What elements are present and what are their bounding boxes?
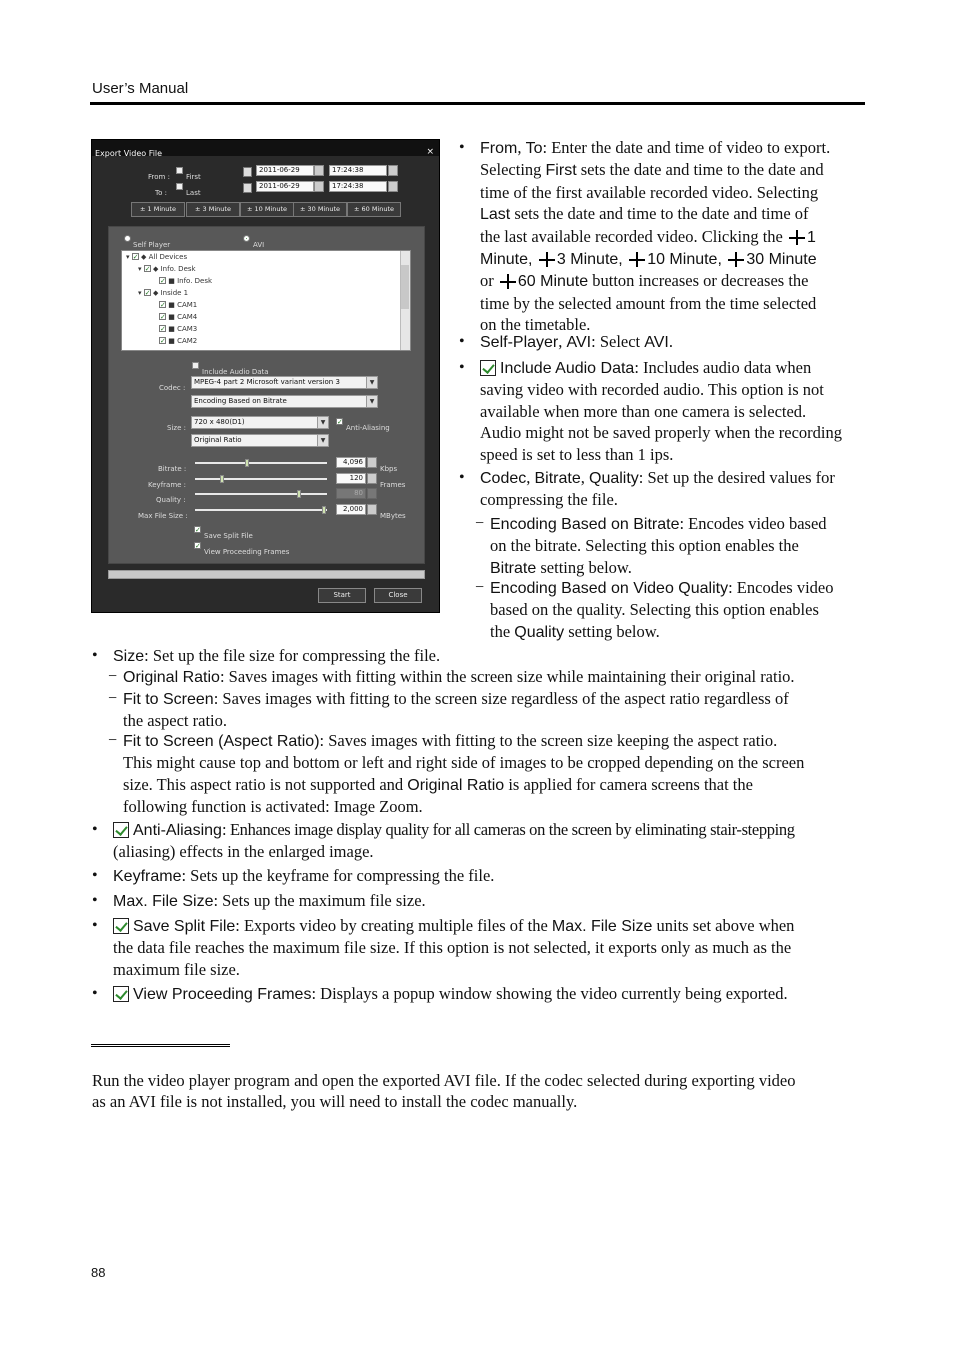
keyframe-field[interactable]: 120 [336, 473, 366, 484]
bullet: • [459, 359, 465, 376]
encoding-quality-description: Encoding Based on Video Quality: Encodes video based on the quality. Selecting this option enables the Quality setting below. [490, 578, 834, 641]
checkbox-icon [480, 360, 496, 376]
page-number: 88 [91, 1265, 106, 1280]
footnote-rule [91, 1044, 230, 1047]
slider-knob[interactable] [322, 506, 326, 514]
plus-minus-10-minute-button[interactable]: ± 10 Minute [240, 202, 294, 217]
dash: − [108, 732, 118, 749]
bitrate-field[interactable]: 4,096 [336, 457, 366, 468]
encoding-dropdown[interactable]: Encoding Based on Bitrate ▼ [191, 395, 378, 408]
codec-dropdown[interactable]: MPEG-4 part 2 Microsoft variant version 3 ▼ [191, 376, 378, 389]
tree-scrollbar[interactable] [400, 251, 410, 350]
from-to-description: From, To: Enter the date and time of video to export. Selecting First sets the date and time to the date and time of the first available recorded video. Selecting Last sets the date and time to the date and time of the last available recorded video. Clicking the 1 Minute, 3 Minute, 10 Minute, 30 Minute or 60 Minute button increases or decreases the time by the selected amount from the time selected on the timetable. [480, 138, 831, 335]
start-button[interactable]: Start [318, 588, 366, 603]
anti-aliasing-checkbox[interactable]: ✓ [337, 418, 343, 426]
size-description: Size: Set up the file size for compressing the file. [113, 646, 441, 665]
chevron-down-icon: ▼ [366, 396, 377, 407]
fit-aspect-description: Fit to Screen (Aspect Ratio): Saves images with fitting to the screen size keeping the aspect ratio. This might cause top and bottom or left and right side of images to be cropped depending on the screen size. This aspect ratio is not supported and Original Ratio is applied for camera screens that the following function is activated: Image Zoom. [123, 731, 805, 817]
self-player-radio[interactable] [124, 235, 131, 242]
page-header-title: User’s Manual [92, 80, 189, 97]
save-split-description: Save Split File: Exports video by creating multiple files of the Max. File Size units set above when the data file reaches the maximum file size. If this option is not selected, it exports only as much as the maximum file size. [113, 916, 795, 979]
size-label: Size : [167, 424, 186, 432]
chevron-down-icon: ▼ [366, 377, 377, 388]
codec-label: Codec : [159, 384, 186, 392]
dialog-title: Export Video File [95, 149, 163, 158]
dialog-titlebar [92, 140, 439, 156]
bullet: • [459, 139, 465, 156]
from-date-field[interactable]: 2011-06-29 [256, 165, 314, 176]
bitrate-unit: Kbps [380, 465, 398, 473]
camera-icon: ■ [168, 313, 175, 321]
anti-aliasing-description: Anti-Aliasing: Enhances image display quality for all cameras on the screen by eliminating stair-stepping (aliasing) effects in the enlarged image. [113, 820, 795, 862]
bitrate-slider[interactable] [195, 462, 327, 464]
export-progress-bar [108, 570, 425, 579]
slider-knob[interactable] [297, 490, 301, 498]
bullet: • [92, 867, 98, 884]
bullet: • [92, 892, 98, 909]
include-audio-description: Include Audio Data: Includes audio data when saving video with recorded audio. This option is not available when more than one camera is selected. Audio might not be saved properly when the recording speed is set to less than 1 ips. [480, 358, 842, 464]
max-file-size-description: Max. File Size: Sets up the maximum file size. [113, 891, 426, 910]
from-time-spinner[interactable] [388, 165, 398, 176]
camera-icon: ■ [168, 325, 175, 333]
tree-item[interactable]: ✓ ■ CAM2 [160, 337, 198, 345]
export-video-dialog [91, 139, 440, 613]
keyframe-slider[interactable] [195, 478, 327, 480]
tree-item[interactable]: ▾ ✓ ◆ Inside 1 [138, 289, 189, 297]
calendar-icon[interactable] [243, 167, 252, 177]
dash: − [475, 579, 485, 596]
include-audio-checkbox[interactable] [192, 362, 199, 369]
save-split-label: Save Split File [204, 532, 253, 540]
ratio-dropdown[interactable]: Original Ratio ▼ [191, 434, 329, 447]
dash: − [475, 515, 485, 532]
checkbox-icon [113, 986, 129, 1002]
slider-knob[interactable] [220, 475, 224, 483]
self-player-label: Self Player [133, 241, 171, 249]
include-audio-label: Include Audio Data [202, 368, 269, 376]
plus-minus-icon [728, 251, 744, 267]
from-date-spinner[interactable] [314, 165, 324, 176]
tree-item[interactable]: ✓ ■ CAM1 [160, 301, 198, 309]
calendar-icon[interactable] [243, 183, 252, 193]
max-file-size-slider[interactable] [195, 509, 327, 511]
last-label: Last [186, 189, 201, 197]
to-label: To : [155, 189, 167, 197]
keyframe-description: Keyframe: Sets up the keyframe for compressing the file. [113, 866, 495, 885]
view-frames-description: View Proceeding Frames: Displays a popup window showing the video currently being exported. [113, 983, 788, 1005]
close-button[interactable]: Close [374, 588, 422, 603]
from-time-field[interactable]: 17:24:38 [329, 165, 387, 176]
bullet: • [92, 821, 98, 838]
site-icon: ◆ [152, 289, 159, 297]
keyframe-label: Keyframe : [148, 481, 187, 489]
bitrate-label: Bitrate : [158, 465, 187, 473]
footnote-text: Run the video player program and open the exported AVI file. If the codec selected during exporting video as an AVI file is not installed, you will need to install the codec manually. [92, 1071, 796, 1112]
tree-item[interactable]: ✓ ■ CAM3 [160, 325, 198, 333]
devices-icon: ◆ [140, 253, 147, 261]
size-dropdown[interactable]: 720 x 480(D1) ▼ [191, 416, 329, 429]
tree-item[interactable]: ▾ ✓ ◆ All Devices [126, 253, 188, 261]
keyframe-unit: Frames [380, 481, 406, 489]
camera-icon: ■ [168, 277, 175, 285]
self-player-description: Self-Player, AVI: Select AVI. [480, 332, 673, 351]
bitrate-spinner[interactable] [367, 457, 377, 468]
dash: − [108, 690, 118, 707]
plus-minus-icon [539, 251, 555, 267]
bullet: • [459, 469, 465, 486]
checkbox-icon [113, 918, 129, 934]
encoding-bitrate-description: Encoding Based on Bitrate: Encodes video based on the bitrate. Selecting this option enables the Bitrate setting below. [490, 514, 827, 577]
bullet: • [92, 917, 98, 934]
view-frames-checkbox[interactable]: ✓ [195, 542, 201, 550]
quality-slider[interactable] [195, 493, 327, 495]
checkbox-icon [113, 822, 129, 838]
original-ratio-description: Original Ratio: Saves images with fitting within the screen size while maintaining their original ratio. [123, 667, 795, 686]
tree-item[interactable]: ▾ ✓ ◆ Info. Desk [138, 265, 196, 273]
codec-description: Codec, Bitrate, Quality: Set up the desired values for compressing the file. [480, 468, 835, 510]
bullet: • [92, 647, 98, 664]
quality-field[interactable]: 80 [336, 488, 366, 499]
bullet: • [459, 333, 465, 350]
plus-minus-icon [789, 229, 805, 245]
plus-minus-30-minute-button[interactable]: ± 30 Minute [293, 202, 347, 217]
anti-aliasing-label: Anti-Aliasing [346, 424, 390, 432]
max-file-size-spinner[interactable] [367, 504, 377, 515]
view-frames-label: View Proceeding Frames [204, 548, 290, 556]
plus-minus-1-minute-button[interactable]: ± 1 Minute [131, 202, 185, 217]
avi-radio[interactable] [243, 235, 250, 242]
save-split-checkbox[interactable]: ✓ [195, 526, 201, 534]
first-checkbox[interactable] [176, 167, 183, 174]
header-rule [90, 102, 865, 105]
to-date-field[interactable]: 2011-06-29 [256, 181, 314, 192]
keyframe-spinner[interactable] [367, 473, 377, 484]
max-file-size-label: Max File Size : [138, 512, 188, 520]
camera-icon: ■ [168, 301, 175, 309]
max-file-size-unit: MBytes [380, 512, 406, 520]
tree-item[interactable]: ✓ ■ CAM4 [160, 313, 198, 321]
max-file-size-field[interactable]: 2,000 [336, 504, 366, 515]
quality-label: Quality : [156, 496, 186, 504]
to-time-field[interactable]: 17:24:38 [329, 181, 387, 192]
close-icon[interactable]: × [426, 147, 434, 157]
plus-minus-icon [500, 273, 516, 289]
fit-screen-description: Fit to Screen: Saves images with fitting to the screen size regardless of the aspect ratio regardless of the aspect ratio. [123, 689, 789, 731]
plus-minus-60-minute-button[interactable]: ± 60 Minute [347, 202, 401, 217]
device-tree[interactable] [121, 250, 411, 351]
from-label: From : [148, 173, 170, 181]
plus-minus-3-minute-button[interactable]: ± 3 Minute [186, 202, 240, 217]
first-label: First [186, 173, 201, 181]
chevron-down-icon: ▼ [317, 417, 328, 428]
slider-knob[interactable] [245, 459, 249, 467]
to-date-spinner[interactable] [314, 181, 324, 192]
camera-icon: ■ [168, 337, 175, 345]
last-checkbox[interactable] [176, 183, 183, 190]
tree-item[interactable]: ✓ ■ Info. Desk [160, 277, 213, 285]
to-time-spinner[interactable] [388, 181, 398, 192]
site-icon: ◆ [152, 265, 159, 273]
dash: − [108, 668, 118, 685]
scrollbar-thumb[interactable] [401, 265, 409, 309]
bullet: • [92, 985, 98, 1002]
plus-minus-icon [629, 251, 645, 267]
chevron-down-icon: ▼ [317, 435, 328, 446]
quality-spinner[interactable] [367, 488, 377, 499]
avi-label: AVI [253, 241, 265, 249]
